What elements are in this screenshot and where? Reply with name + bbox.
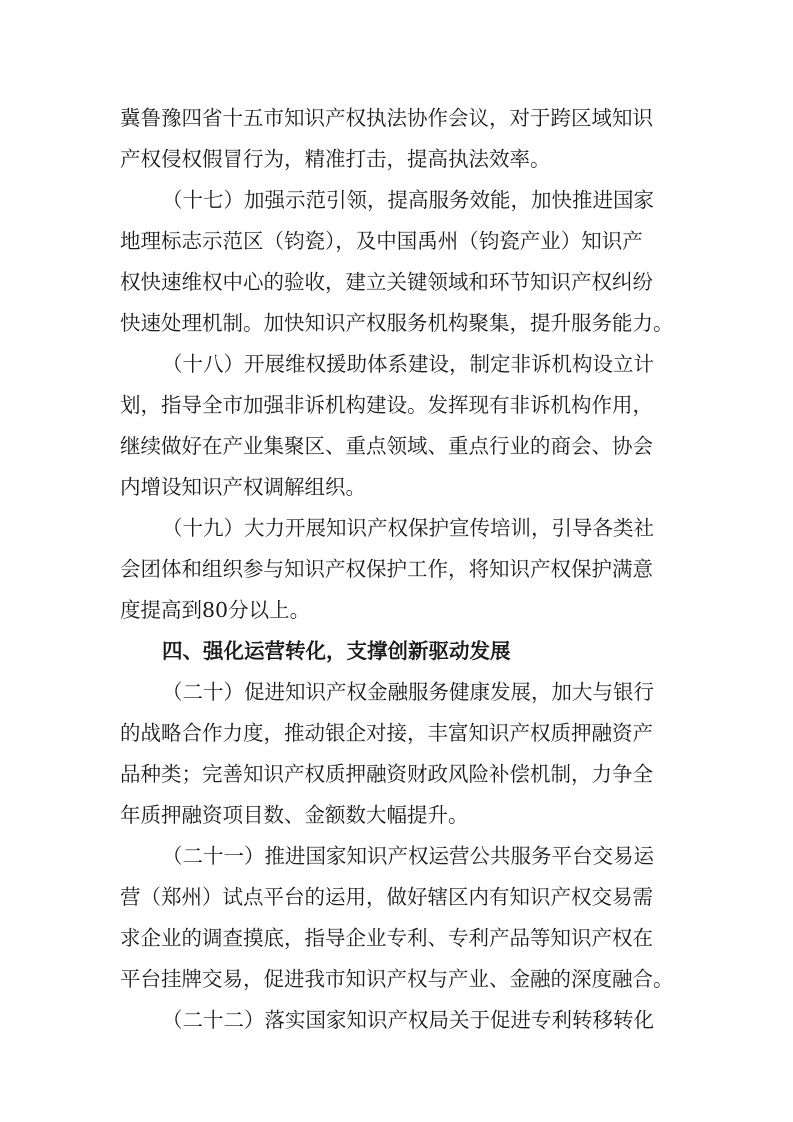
body-line: 营（郑州）试点平台的运用，做好辖区内有知识产权交易需 — [120, 885, 653, 909]
body-line: 度提高到80分以上。 — [120, 598, 311, 622]
paragraph-start-line: （十九）大力开展知识产权保护宣传培训，引导各类社 — [162, 516, 654, 540]
body-line: 快速处理机制。加快知识产权服务机构聚集，提升服务能力。 — [120, 311, 674, 335]
section-heading: 四、强化运营转化，支撑创新驱动发展 — [162, 639, 511, 663]
body-line: 内增设知识产权调解组织。 — [120, 475, 366, 499]
body-line: 的战略合作力度，推动银企对接，丰富知识产权质押融资产 — [120, 721, 653, 745]
paragraph-start-line: （二十一）推进国家知识产权运营公共服务平台交易运 — [162, 844, 654, 868]
body-line: 权快速维权中心的验收，建立关键领域和环节知识产权纠纷 — [120, 270, 653, 294]
body-line: 划，指导全市加强非诉机构建设。发挥现有非诉机构作用， — [120, 393, 653, 417]
body-line: 地理标志示范区（钧瓷），及中国禹州（钧瓷产业）知识产 — [120, 229, 643, 253]
paragraph-start-line: （十七）加强示范引领，提高服务效能，加快推进国家 — [162, 188, 654, 212]
body-line: 求企业的调查摸底，指导企业专利、专利产品等知识产权在 — [120, 926, 653, 950]
body-line: 平台挂牌交易，促进我市知识产权与产业、金融的深度融合。 — [120, 967, 674, 991]
paragraph-start-line: （二十二）落实国家知识产权局关于促进专利转移转化 — [162, 1008, 654, 1032]
document-body — [120, 98, 676, 1041]
body-line: 产权侵权假冒行为，精准打击，提高执法效率。 — [120, 147, 551, 171]
body-line: 冀鲁豫四省十五市知识产权执法协作会议，对于跨区域知识 — [120, 106, 653, 130]
body-line: 会团体和组织参与知识产权保护工作，将知识产权保护满意 — [120, 557, 653, 581]
paragraph-start-line: （二十）促进知识产权金融服务健康发展，加大与银行 — [162, 680, 654, 704]
body-line: 年质押融资项目数、金额数大幅提升。 — [120, 803, 469, 827]
body-line: 继续做好在产业集聚区、重点领域、重点行业的商会、协会 — [120, 434, 653, 458]
paragraph-start-line: （十八）开展维权援助体系建设，制定非诉机构设立计 — [162, 352, 654, 376]
body-line: 品种类；完善知识产权质押融资财政风险补偿机制，力争全 — [120, 762, 653, 786]
